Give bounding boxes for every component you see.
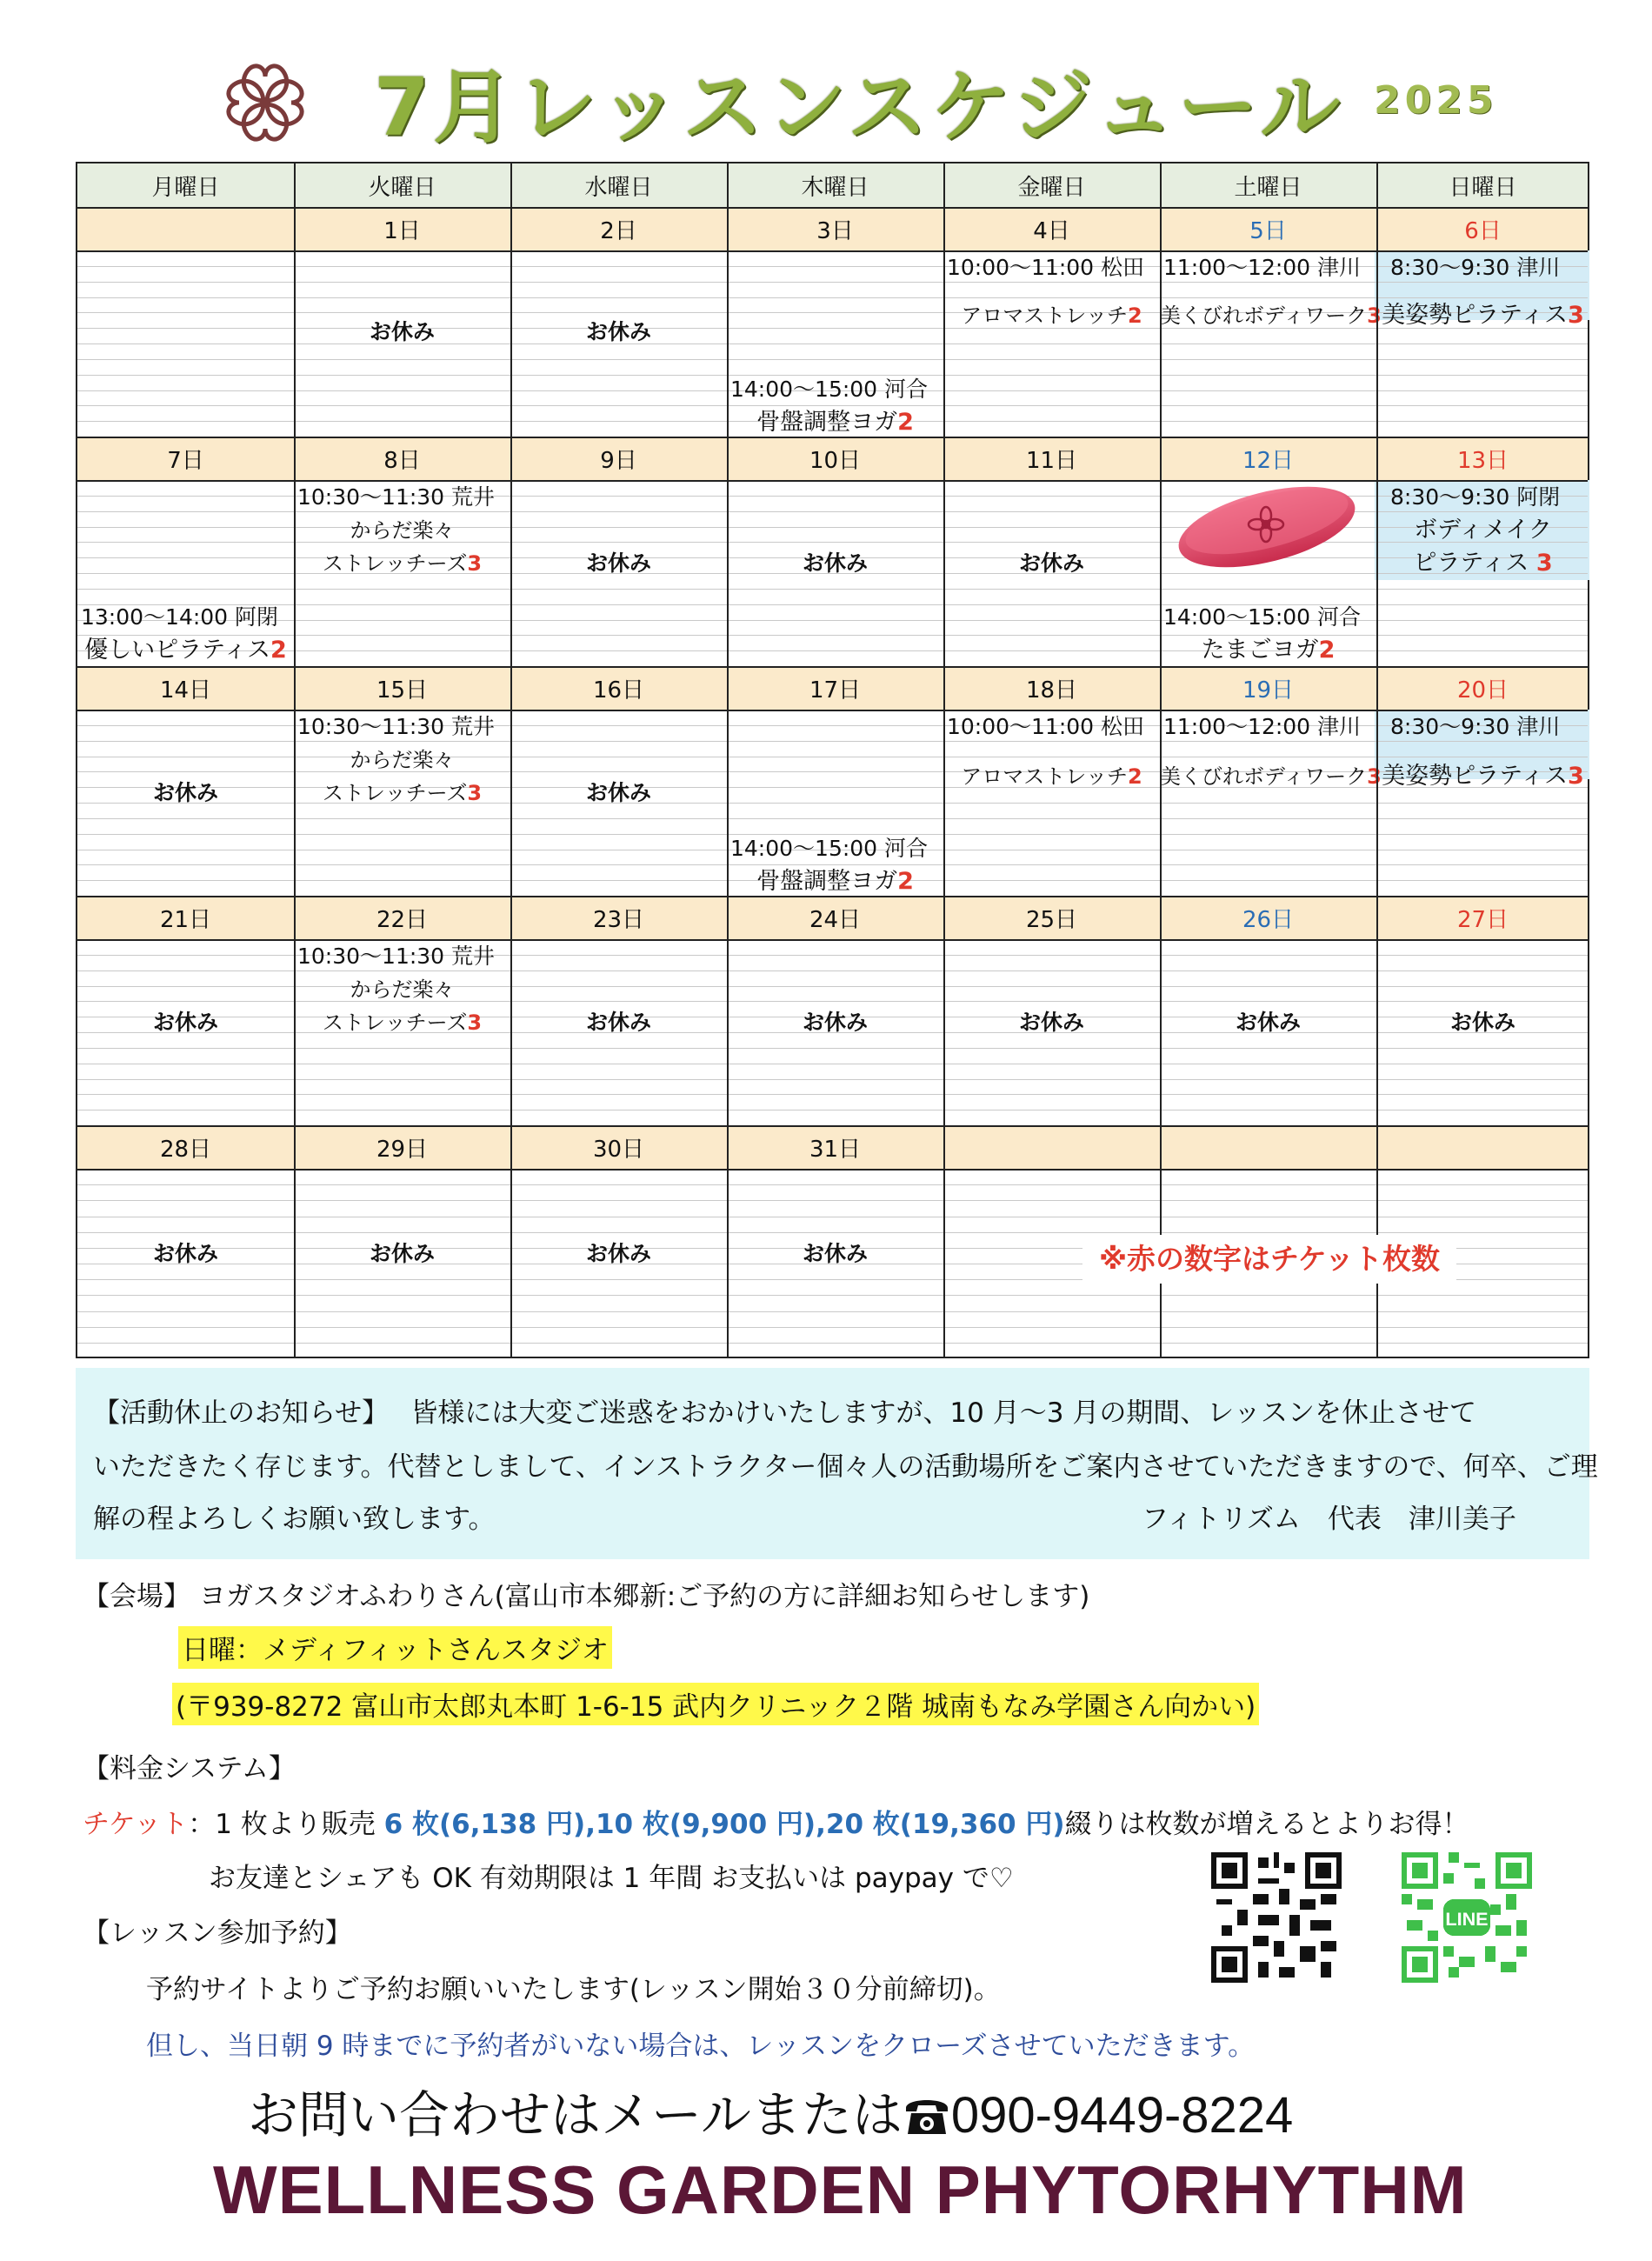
day-number: 18日 bbox=[1025, 677, 1078, 704]
day-number: 4日 bbox=[1033, 217, 1070, 244]
contact-line: お問い合わせはメールまたは 090-9449-8224 bbox=[248, 2087, 1294, 2144]
class-time: 10:30～11:30 荒井 bbox=[297, 944, 496, 969]
class-time: 10:00～11:00 松田 bbox=[947, 255, 1145, 280]
class-name: 骨盤調整ヨガ2 bbox=[756, 409, 914, 436]
weekday-tue: 火曜日 bbox=[368, 174, 436, 201]
ticket-count: 3 bbox=[1367, 303, 1382, 328]
closed-label: お休み bbox=[152, 780, 218, 805]
ticket-count: 3 bbox=[1568, 763, 1584, 790]
ticket-note: ※赤の数字はチケット枚数 bbox=[1082, 1235, 1456, 1284]
class-name: 美姿勢ピラティス3 bbox=[1382, 302, 1584, 329]
day-number: 3日 bbox=[816, 217, 854, 244]
day-number: 14日 bbox=[159, 677, 212, 704]
class-name: からだ楽々 bbox=[350, 748, 455, 772]
ruled-line bbox=[77, 1048, 1588, 1049]
class-name: からだ楽々 bbox=[350, 518, 455, 543]
closed-label: お休み bbox=[369, 1241, 435, 1266]
day-number: 23日 bbox=[592, 906, 645, 933]
day-number: 15日 bbox=[376, 677, 429, 704]
class-time: 10:00～11:00 松田 bbox=[947, 714, 1145, 739]
class-name: 優しいピラティス2 bbox=[84, 637, 287, 664]
ruled-line bbox=[77, 1232, 1588, 1233]
day-number: 31日 bbox=[809, 1136, 862, 1163]
ruled-line bbox=[77, 359, 1588, 360]
class-name: アロマストレッチ2 bbox=[961, 764, 1142, 789]
ticket-count: 3 bbox=[467, 551, 483, 576]
notice-box bbox=[76, 1368, 1598, 1559]
closed-label: お休み bbox=[802, 1241, 868, 1266]
day-number: 10日 bbox=[809, 447, 862, 474]
class-name: アロマストレッチ2 bbox=[961, 303, 1142, 328]
ticket-count: 2 bbox=[897, 868, 914, 895]
year-label: 2025 bbox=[1374, 78, 1498, 123]
ruled-line bbox=[77, 1094, 1588, 1095]
ruled-line bbox=[77, 1200, 1588, 1201]
day-number: 28日 bbox=[159, 1136, 212, 1163]
closed-label: お休み bbox=[1235, 1010, 1301, 1035]
pricing-line: チケット：1 枚より販売 6 枚(6,138 円),10 枚(9,900 円),20 枚(19,360 円)綴りは枚数が増えるとよりお得！ bbox=[83, 1809, 1469, 1840]
ticket-count: 3 bbox=[1535, 550, 1553, 577]
schedule-calendar bbox=[76, 162, 1589, 1358]
rose-soap-icon bbox=[1172, 477, 1362, 572]
closed-label: お休み bbox=[152, 1241, 218, 1266]
ruled-line bbox=[77, 1311, 1588, 1312]
class-name: 美姿勢ピラティス3 bbox=[1382, 763, 1584, 790]
ruled-line bbox=[77, 1295, 1588, 1296]
qr-code-icon[interactable] bbox=[1211, 1852, 1342, 1983]
class-time: 8:30～9:30 阿閉 bbox=[1390, 484, 1561, 510]
day-number: 30日 bbox=[592, 1136, 645, 1163]
ticket-count: 3 bbox=[1568, 302, 1584, 329]
venue-info: 【会場】 ヨガスタジオふわりさん(富山市本郷新:ご予約の方に詳細お知らせします) bbox=[83, 1581, 1090, 1612]
svg-text:LINE: LINE bbox=[1445, 1908, 1489, 1930]
day-number: 11日 bbox=[1025, 447, 1078, 474]
day-number: 8日 bbox=[383, 447, 421, 474]
class-name: からだ楽々 bbox=[350, 977, 455, 1002]
day-number: 13日 bbox=[1456, 447, 1509, 474]
day-number: 26日 bbox=[1242, 906, 1295, 933]
day-number: 25日 bbox=[1025, 906, 1078, 933]
pricing-heading: 【料金システム】 bbox=[83, 1753, 296, 1784]
venue-address: (〒939-8272 富山市太郎丸本町 1-6-15 武内クリニック２階 城南もなみ学園さん向かい) bbox=[172, 1683, 1259, 1725]
price-list: 6 枚(6,138 円),10 枚(9,900 円),20 枚(19,360 円) bbox=[383, 1809, 1065, 1840]
day-number: 1日 bbox=[383, 217, 421, 244]
closed-label: お休み bbox=[1449, 1010, 1515, 1035]
closed-label: お休み bbox=[802, 1010, 868, 1035]
class-name: ボディメイク bbox=[1414, 517, 1552, 544]
class-time: 14:00～15:00 河合 bbox=[730, 377, 929, 402]
ruled-line bbox=[77, 1079, 1588, 1080]
weekday-mon: 月曜日 bbox=[151, 174, 220, 201]
line-qr-code-icon[interactable] bbox=[1402, 1852, 1532, 1983]
ticket-count: 2 bbox=[1318, 637, 1336, 664]
closed-label: お休み bbox=[802, 550, 868, 576]
day-number: 27日 bbox=[1456, 906, 1509, 933]
page-title: 7月レッスンスケジュール bbox=[374, 61, 1343, 154]
class-time: 11:00～12:00 津川 bbox=[1163, 255, 1362, 280]
ruled-line bbox=[77, 1184, 1588, 1185]
day-number: 22日 bbox=[376, 906, 429, 933]
phone-number[interactable]: 090-9449-8224 bbox=[950, 2087, 1294, 2144]
class-time: 13:00～14:00 阿閉 bbox=[81, 604, 279, 630]
day-number bbox=[1376, 1125, 1589, 1169]
day-number: 2日 bbox=[600, 217, 637, 244]
day-number: 24日 bbox=[809, 906, 862, 933]
day-number: 7日 bbox=[167, 447, 204, 474]
day-number: 17日 bbox=[809, 677, 862, 704]
clover-logo-icon bbox=[213, 50, 317, 155]
class-time: 11:00～12:00 津川 bbox=[1163, 714, 1362, 739]
class-time: 14:00～15:00 河合 bbox=[730, 836, 929, 861]
class-name: ピラティス 3 bbox=[1413, 550, 1553, 577]
weekday-wed: 水曜日 bbox=[584, 174, 653, 201]
closed-label: お休み bbox=[585, 319, 651, 344]
booking-heading: 【レッスン参加予約】 bbox=[83, 1918, 352, 1949]
closed-label: お休み bbox=[152, 1010, 218, 1035]
ticket-count: 2 bbox=[1128, 303, 1142, 328]
ticket-label: チケット bbox=[83, 1809, 189, 1840]
class-name: 美くびれボディワーク3 bbox=[1160, 303, 1382, 328]
booking-warning: 但し、当日朝 9 時までに予約者がいない場合は、レッスンをクローズさせていただきます。 bbox=[146, 2031, 1256, 2062]
day-number: 19日 bbox=[1242, 677, 1295, 704]
class-name: 美くびれボディワーク3 bbox=[1160, 764, 1382, 789]
ticket-count: 2 bbox=[1128, 764, 1142, 789]
ruled-line bbox=[77, 1343, 1588, 1344]
closed-label: お休み bbox=[585, 1241, 651, 1266]
closed-label: お休み bbox=[585, 1010, 651, 1035]
class-name: 骨盤調整ヨガ2 bbox=[756, 868, 914, 895]
closed-label: お休み bbox=[369, 319, 435, 344]
day-number: 16日 bbox=[592, 677, 645, 704]
day-number bbox=[943, 1125, 1160, 1169]
day-number: 9日 bbox=[600, 447, 637, 474]
day-number: 12日 bbox=[1242, 447, 1295, 474]
ticket-count: 2 bbox=[897, 409, 914, 436]
notice-text: 解の程よろしくお願い致します。 bbox=[93, 1504, 496, 1535]
closed-label: お休み bbox=[1018, 1010, 1084, 1035]
class-name: ストレッチーズ3 bbox=[322, 781, 483, 805]
brand-name: WELLNESS GARDEN PHYTORHYTHM bbox=[213, 2151, 1468, 2228]
notice-text: いただきたく存じます。代替としまして、インストラクター個々人の活動場所をご案内させていただきますので、何卒、ご理 bbox=[93, 1451, 1598, 1483]
venue-sunday: 日曜：メディフィットさんスタジオ bbox=[178, 1626, 612, 1669]
ruled-line bbox=[77, 818, 1588, 819]
weekday-fri: 金曜日 bbox=[1017, 174, 1086, 201]
class-name: ストレッチーズ3 bbox=[322, 551, 483, 576]
day-number: 5日 bbox=[1249, 217, 1287, 244]
ruled-line bbox=[77, 1327, 1588, 1328]
closed-label: お休み bbox=[585, 550, 651, 576]
page-header bbox=[0, 0, 1652, 157]
ticket-count: 3 bbox=[467, 781, 483, 805]
notice-text: 【活動休止のお知らせ】 皆様には大変ご迷惑をおかけいたしますが、10 月～3 月の期間、レッスンを休止させて bbox=[93, 1397, 1477, 1429]
day-number bbox=[1160, 1125, 1376, 1169]
weekday-thu: 木曜日 bbox=[801, 174, 869, 201]
booking-info: 予約サイトよりご予約お願いいたします(レッスン開始３０分前締切)。 bbox=[146, 1974, 1001, 2005]
notice-signature: フィトリズム 代表 津川美子 bbox=[1142, 1504, 1516, 1535]
closed-label: お休み bbox=[585, 780, 651, 805]
day-number: 6日 bbox=[1464, 217, 1502, 244]
class-time: 14:00～15:00 河合 bbox=[1163, 604, 1362, 630]
day-number: 21日 bbox=[159, 906, 212, 933]
class-name: たまごヨガ2 bbox=[1201, 637, 1336, 664]
pricing-note: お友達とシェアも OK 有効期限は 1 年間 お支払いは paypay で♡ bbox=[209, 1863, 1014, 1894]
notice-heading: 【活動休止のお知らせ】 bbox=[93, 1397, 376, 1429]
day-number: 20日 bbox=[1456, 677, 1509, 704]
class-time: 8:30～9:30 津川 bbox=[1390, 255, 1561, 280]
class-time: 10:30～11:30 荒井 bbox=[297, 484, 496, 510]
class-time: 10:30～11:30 荒井 bbox=[297, 714, 496, 739]
phone-icon bbox=[903, 2091, 951, 2135]
ticket-count: 2 bbox=[270, 637, 287, 664]
closed-label: お休み bbox=[1018, 550, 1084, 576]
weekday-sun: 日曜日 bbox=[1449, 174, 1517, 201]
class-time: 8:30～9:30 津川 bbox=[1390, 714, 1561, 739]
ticket-count: 3 bbox=[1367, 764, 1382, 789]
ticket-count: 3 bbox=[467, 1010, 483, 1035]
class-name: ストレッチーズ3 bbox=[322, 1010, 483, 1035]
day-number bbox=[77, 207, 294, 250]
weekday-sat: 土曜日 bbox=[1234, 174, 1302, 201]
ruled-line bbox=[77, 589, 1588, 590]
day-number: 29日 bbox=[376, 1136, 429, 1163]
